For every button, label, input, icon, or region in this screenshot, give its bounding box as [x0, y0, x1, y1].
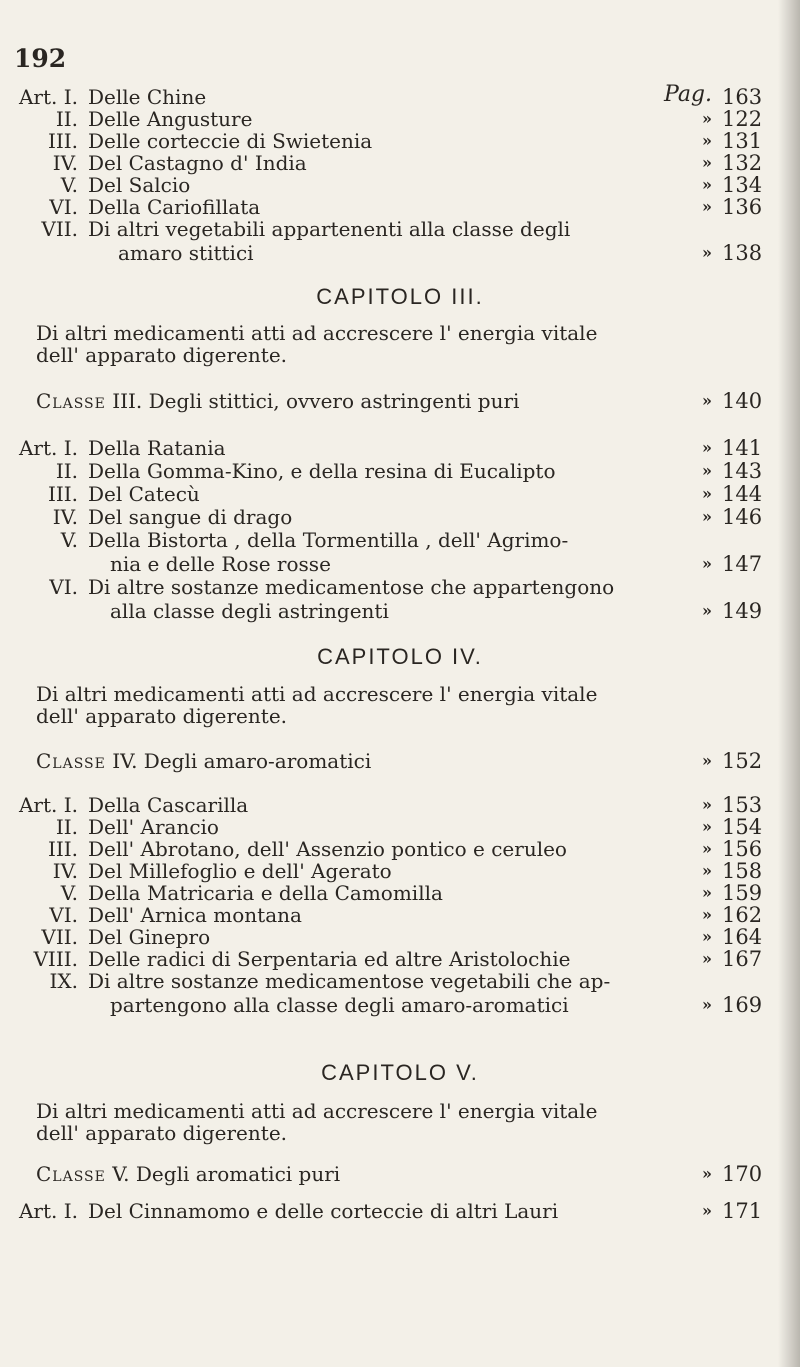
article-number: II.	[55, 815, 78, 839]
ditto-mark: »	[702, 438, 712, 457]
article-number: VII.	[41, 217, 78, 241]
ditto-mark: »	[702, 927, 712, 946]
page-ref: 158	[722, 859, 763, 883]
article-title-continued: partengono alla classe degli amaro-aromatici	[110, 993, 569, 1017]
classe-row	[0, 1159, 800, 1189]
classe-label: Classe	[36, 1162, 106, 1186]
page-ref: 167	[722, 947, 763, 971]
chapter-description: Di altri medicamenti atti ad accrescere l' energia vitale	[36, 682, 598, 706]
page-ref: 132	[722, 151, 763, 175]
article-number: VI.	[49, 195, 78, 219]
article-title: Della Cascarilla	[88, 793, 249, 817]
classe-row	[0, 386, 800, 416]
toc-row	[0, 966, 800, 1022]
page-ref: 170	[722, 1162, 763, 1186]
article-title: Delle Chine	[88, 85, 207, 109]
article-number: IV.	[52, 859, 78, 883]
article-title: Della Gomma-Kino, e della resina di Eucalipto	[88, 459, 556, 483]
page-ref: 134	[722, 173, 763, 197]
article-title: Del Salcio	[88, 173, 191, 197]
classe-row	[0, 746, 800, 776]
article-title: Della Matricaria e della Camomilla	[88, 881, 443, 905]
article-title: Dell' Arnica montana	[88, 903, 302, 927]
classe-label: Classe	[36, 749, 106, 773]
page-ref: 171	[722, 1199, 763, 1223]
ditto-mark: »	[702, 175, 712, 194]
page-ref: 136	[722, 195, 763, 219]
page-ref: 141	[722, 436, 763, 460]
article-number: II.	[55, 107, 78, 131]
ditto-mark: »	[702, 1201, 712, 1220]
page-ref: 162	[722, 903, 763, 927]
ditto-mark: »	[702, 949, 712, 968]
ditto-mark: »	[702, 601, 712, 620]
ditto-mark: »	[702, 839, 712, 858]
toc-row	[0, 1196, 800, 1226]
chapter-description: Di altri medicamenti atti ad accrescere l' energia vitale	[36, 321, 598, 345]
article-number: VI.	[49, 575, 78, 599]
chapter-heading: CAPITOLO III.	[316, 284, 484, 309]
ditto-mark: »	[702, 243, 712, 262]
article-title: Del Cinnamomo e delle corteccie di altri Lauri	[88, 1199, 559, 1223]
article-title: Del Millefoglio e dell' Agerato	[88, 859, 392, 883]
page-ref: 143	[722, 459, 763, 483]
classe-title: V. Degli aromatici puri	[112, 1162, 341, 1186]
article-title: Del Castagno d' India	[88, 151, 307, 175]
ditto-mark: »	[702, 554, 712, 573]
page-ref: 164	[722, 925, 763, 949]
chapter-heading: CAPITOLO V.	[321, 1060, 479, 1085]
ditto-mark: »	[702, 817, 712, 836]
page-ref: 154	[722, 815, 763, 839]
article-title: Dell' Abrotano, dell' Assenzio pontico e ceruleo	[88, 837, 567, 861]
page-number: 192	[14, 44, 67, 73]
chapter-description-continued: dell' apparato digerente.	[36, 1121, 288, 1145]
page-ref: 144	[722, 482, 763, 506]
classe-title: III. Degli stittici, ovvero astringenti puri	[112, 389, 520, 413]
article-number: VII.	[41, 925, 78, 949]
article-number: V.	[60, 528, 78, 552]
page-ref: 147	[722, 552, 763, 576]
ditto-mark: »	[702, 131, 712, 150]
article-title-continued: amaro stittici	[118, 241, 254, 265]
article-title: Del Catecù	[88, 482, 200, 506]
page-ref: 122	[722, 107, 763, 131]
toc-row	[0, 214, 800, 270]
article-title: Dell' Arancio	[88, 815, 219, 839]
chapter-description-continued: dell' apparato digerente.	[36, 343, 288, 367]
article-number: III.	[47, 129, 78, 153]
ditto-mark: »	[702, 507, 712, 526]
ditto-mark: »	[702, 905, 712, 924]
ditto-mark: »	[702, 751, 712, 770]
article-title: Delle Angusture	[88, 107, 253, 131]
page-ref: 146	[722, 505, 763, 529]
article-number: IV.	[52, 151, 78, 175]
page-ref: 153	[722, 793, 763, 817]
article-title: Della Bistorta , della Tormentilla , dell' Agrimo-	[88, 528, 569, 552]
classe-title: IV. Degli amaro-aromatici	[112, 749, 372, 773]
article-title: Di altre sostanze medicamentose vegetabili che ap-	[88, 969, 611, 993]
article-number: Art. I.	[18, 436, 78, 460]
article-number: Art. I.	[18, 793, 78, 817]
page-ref: 159	[722, 881, 763, 905]
ditto-mark: »	[702, 795, 712, 814]
ditto-mark: »	[702, 484, 712, 503]
article-number: V.	[60, 881, 78, 905]
page-ref: 138	[722, 241, 763, 265]
article-number: Art. I.	[18, 1199, 78, 1223]
article-title: Del sangue di drago	[88, 505, 293, 529]
article-title: Della Ratania	[88, 436, 226, 460]
article-title-continued: nia e delle Rose rosse	[110, 552, 331, 576]
page-ref: 156	[722, 837, 763, 861]
ditto-mark: »	[702, 461, 712, 480]
article-title: Di altri vegetabili appartenenti alla classe degli	[88, 217, 571, 241]
article-number: IX.	[49, 969, 78, 993]
article-number: V.	[60, 173, 78, 197]
page-ref: 149	[722, 599, 763, 623]
article-number: IV.	[52, 505, 78, 529]
article-title: Delle corteccie di Swietenia	[88, 129, 373, 153]
page-ref: 131	[722, 129, 763, 153]
ditto-mark: »	[702, 861, 712, 880]
page-ref: 169	[722, 993, 763, 1017]
article-title: Del Ginepro	[88, 925, 211, 949]
pag-label: Pag.	[664, 82, 713, 107]
article-number: III.	[47, 837, 78, 861]
article-title-continued: alla classe degli astringenti	[110, 599, 389, 623]
article-number: Art. I.	[18, 85, 78, 109]
article-number: III.	[47, 482, 78, 506]
toc-row	[0, 572, 800, 628]
ditto-mark: »	[702, 109, 712, 128]
ditto-mark: »	[702, 197, 712, 216]
page-ref: 152	[722, 749, 763, 773]
article-title: Della Cariofillata	[88, 195, 261, 219]
chapter-description-continued: dell' apparato digerente.	[36, 704, 288, 728]
ditto-mark: »	[702, 391, 712, 410]
ditto-mark: »	[702, 1164, 712, 1183]
article-number: II.	[55, 459, 78, 483]
ditto-mark: »	[702, 995, 712, 1014]
article-title: Di altre sostanze medicamentose che appartengono	[88, 575, 615, 599]
article-number: VI.	[49, 903, 78, 927]
chapter-description: Di altri medicamenti atti ad accrescere l' energia vitale	[36, 1099, 598, 1123]
article-title: Delle radici di Serpentaria ed altre Aristolochie	[88, 947, 571, 971]
ditto-mark: »	[702, 153, 712, 172]
page-ref: 140	[722, 389, 763, 413]
page-ref: 163	[722, 85, 763, 109]
chapter-heading: CAPITOLO IV.	[317, 644, 483, 669]
classe-label: Classe	[36, 389, 106, 413]
article-number: VIII.	[33, 947, 78, 971]
ditto-mark: »	[702, 883, 712, 902]
